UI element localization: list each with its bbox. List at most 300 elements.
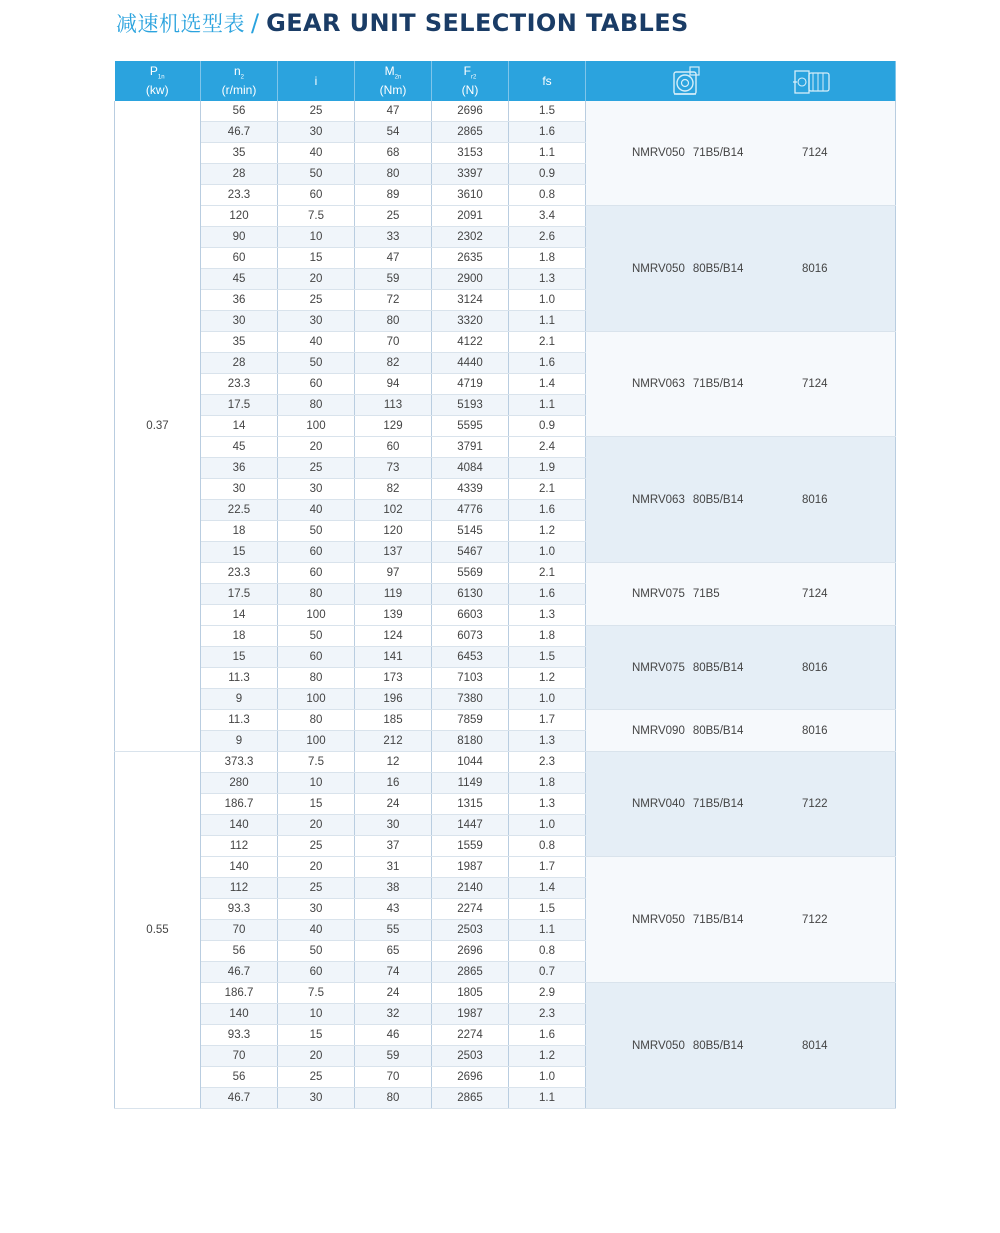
torque-cell: 24 xyxy=(355,794,432,815)
output-speed-cell: 186.7 xyxy=(201,794,278,815)
radial-load-cell: 4122 xyxy=(432,332,509,353)
model-cell xyxy=(586,101,896,206)
model-type: NMRV040 xyxy=(632,798,685,810)
radial-load-cell: 2503 xyxy=(432,1046,509,1067)
ratio-cell: 25 xyxy=(278,290,355,311)
radial-load-cell: 6130 xyxy=(432,584,509,605)
torque-cell: 12 xyxy=(355,752,432,773)
torque-cell: 70 xyxy=(355,332,432,353)
service-factor-cell: 0.8 xyxy=(509,836,586,857)
service-factor-cell: 1.3 xyxy=(509,794,586,815)
output-speed-cell: 93.3 xyxy=(201,1025,278,1046)
radial-load-cell: 1044 xyxy=(432,752,509,773)
output-speed-cell: 45 xyxy=(201,437,278,458)
torque-cell: 97 xyxy=(355,563,432,584)
output-speed-cell: 45 xyxy=(201,269,278,290)
ratio-cell: 60 xyxy=(278,542,355,563)
service-factor-cell: 1.1 xyxy=(509,395,586,416)
service-factor-cell: 2.4 xyxy=(509,437,586,458)
service-factor-cell: 0.9 xyxy=(509,416,586,437)
torque-cell: 124 xyxy=(355,626,432,647)
ratio-cell: 7.5 xyxy=(278,752,355,773)
torque-cell: 47 xyxy=(355,248,432,269)
service-factor-cell: 1.6 xyxy=(509,500,586,521)
service-factor-cell: 1.3 xyxy=(509,731,586,752)
model-type: NMRV050 xyxy=(632,913,685,926)
radial-load-cell: 3791 xyxy=(432,437,509,458)
model-cell xyxy=(586,437,896,563)
output-speed-cell: 17.5 xyxy=(201,395,278,416)
title-separator: / xyxy=(251,9,260,37)
torque-cell: 68 xyxy=(355,143,432,164)
ratio-cell: 100 xyxy=(278,731,355,752)
model-type: NMRV063 xyxy=(632,378,685,390)
model-name xyxy=(632,490,743,510)
service-factor-cell: 3.4 xyxy=(509,206,586,227)
torque-cell: 33 xyxy=(355,227,432,248)
output-speed-cell: 28 xyxy=(201,353,278,374)
radial-load-cell: 4339 xyxy=(432,479,509,500)
model-cell xyxy=(586,857,896,983)
motor-code: 7124 xyxy=(802,588,828,600)
output-speed-cell: 11.3 xyxy=(201,668,278,689)
service-factor-cell: 1.1 xyxy=(509,920,586,941)
service-factor-cell: 1.8 xyxy=(509,626,586,647)
radial-load-cell: 1149 xyxy=(432,773,509,794)
header-power: $P_{1n}$ (kw) xyxy=(115,61,201,101)
torque-cell: 82 xyxy=(355,479,432,500)
ratio-cell: 20 xyxy=(278,269,355,290)
radial-load-cell: 5467 xyxy=(432,542,509,563)
service-factor-cell: 1.0 xyxy=(509,689,586,710)
ratio-cell: 40 xyxy=(278,920,355,941)
output-speed-cell: 46.7 xyxy=(201,122,278,143)
torque-cell: 94 xyxy=(355,374,432,395)
torque-cell: 54 xyxy=(355,122,432,143)
radial-load-cell: 1805 xyxy=(432,983,509,1004)
header-torque: $M_{2n}$ (Nm) xyxy=(355,61,432,101)
service-factor-cell: 2.3 xyxy=(509,752,586,773)
model-cell xyxy=(586,332,896,437)
motor-code: 8016 xyxy=(802,262,828,275)
ratio-cell: 50 xyxy=(278,626,355,647)
service-factor-cell: 0.7 xyxy=(509,962,586,983)
radial-load-cell: 4084 xyxy=(432,458,509,479)
ratio-cell: 40 xyxy=(278,500,355,521)
radial-load-cell: 5595 xyxy=(432,416,509,437)
service-factor-cell: 2.6 xyxy=(509,227,586,248)
motor-code: 8014 xyxy=(802,1039,828,1052)
torque-cell: 24 xyxy=(355,983,432,1004)
radial-load-cell: 2865 xyxy=(432,962,509,983)
service-factor-cell: 1.0 xyxy=(509,542,586,563)
service-factor-cell: 0.9 xyxy=(509,164,586,185)
table-row xyxy=(115,563,896,584)
motor-code: 7124 xyxy=(802,378,828,390)
header-service-factor: fs xyxy=(509,61,586,101)
radial-load-cell: 2274 xyxy=(432,899,509,920)
ratio-cell: 25 xyxy=(278,1067,355,1088)
torque-cell: 119 xyxy=(355,584,432,605)
torque-cell: 129 xyxy=(355,416,432,437)
model-name xyxy=(632,721,743,741)
output-speed-cell: 56 xyxy=(201,101,278,122)
ratio-cell: 80 xyxy=(278,395,355,416)
ratio-cell: 60 xyxy=(278,563,355,584)
radial-load-cell: 2635 xyxy=(432,248,509,269)
output-speed-cell: 112 xyxy=(201,878,278,899)
ratio-cell: 20 xyxy=(278,437,355,458)
model-flange: 71B5/B14 xyxy=(692,378,744,390)
torque-cell: 59 xyxy=(355,269,432,290)
service-factor-cell: 1.5 xyxy=(509,647,586,668)
torque-cell: 113 xyxy=(355,395,432,416)
service-factor-cell: 1.2 xyxy=(509,521,586,542)
motor-gearbox-icon xyxy=(793,67,833,100)
ratio-cell: 50 xyxy=(278,353,355,374)
service-factor-cell: 1.6 xyxy=(509,1025,586,1046)
service-factor-cell: 1.1 xyxy=(509,1088,586,1109)
output-speed-cell: 373.3 xyxy=(201,752,278,773)
torque-cell: 80 xyxy=(355,164,432,185)
torque-cell: 80 xyxy=(355,311,432,332)
service-factor-cell: 1.0 xyxy=(509,1067,586,1088)
radial-load-cell: 8180 xyxy=(432,731,509,752)
service-factor-cell: 1.2 xyxy=(509,668,586,689)
service-factor-cell: 2.9 xyxy=(509,983,586,1004)
torque-cell: 30 xyxy=(355,815,432,836)
ratio-cell: 50 xyxy=(278,164,355,185)
radial-load-cell: 2091 xyxy=(432,206,509,227)
ratio-cell: 40 xyxy=(278,143,355,164)
table-row xyxy=(115,206,896,227)
model-name xyxy=(632,910,743,930)
table-row xyxy=(115,752,896,773)
radial-load-cell: 7103 xyxy=(432,668,509,689)
ratio-cell: 30 xyxy=(278,1088,355,1109)
model-cell xyxy=(586,983,896,1109)
radial-load-cell: 1447 xyxy=(432,815,509,836)
torque-cell: 72 xyxy=(355,290,432,311)
radial-load-cell: 6453 xyxy=(432,647,509,668)
output-speed-cell: 30 xyxy=(201,311,278,332)
torque-cell: 32 xyxy=(355,1004,432,1025)
model-name xyxy=(632,374,743,394)
service-factor-cell: 0.8 xyxy=(509,941,586,962)
radial-load-cell: 4440 xyxy=(432,353,509,374)
output-speed-cell: 280 xyxy=(201,773,278,794)
model-type: NMRV050 xyxy=(632,1039,685,1052)
model-cell xyxy=(586,563,896,626)
torque-cell: 37 xyxy=(355,836,432,857)
service-factor-cell: 1.7 xyxy=(509,857,586,878)
torque-cell: 59 xyxy=(355,1046,432,1067)
service-factor-cell: 1.3 xyxy=(509,605,586,626)
ratio-cell: 50 xyxy=(278,521,355,542)
output-speed-cell: 46.7 xyxy=(201,962,278,983)
service-factor-cell: 1.2 xyxy=(509,1046,586,1067)
model-name xyxy=(632,658,743,678)
service-factor-cell: 1.7 xyxy=(509,710,586,731)
torque-cell: 139 xyxy=(355,605,432,626)
radial-load-cell: 2696 xyxy=(432,941,509,962)
radial-load-cell: 5145 xyxy=(432,521,509,542)
radial-load-cell: 2696 xyxy=(432,1067,509,1088)
ratio-cell: 25 xyxy=(278,101,355,122)
table-row xyxy=(115,857,896,878)
service-factor-cell: 1.8 xyxy=(509,773,586,794)
header-ratio: i xyxy=(278,61,355,101)
output-speed-cell: 35 xyxy=(201,332,278,353)
radial-load-cell: 4776 xyxy=(432,500,509,521)
output-speed-cell: 14 xyxy=(201,605,278,626)
output-speed-cell: 93.3 xyxy=(201,899,278,920)
service-factor-cell: 1.6 xyxy=(509,122,586,143)
torque-cell: 82 xyxy=(355,353,432,374)
ratio-cell: 60 xyxy=(278,185,355,206)
radial-load-cell: 2865 xyxy=(432,122,509,143)
motor-code: 7122 xyxy=(802,913,828,926)
torque-cell: 25 xyxy=(355,206,432,227)
torque-cell: 212 xyxy=(355,731,432,752)
ratio-cell: 80 xyxy=(278,668,355,689)
model-cell xyxy=(586,626,896,710)
output-speed-cell: 23.3 xyxy=(201,374,278,395)
ratio-cell: 7.5 xyxy=(278,206,355,227)
power-cell: 0.55 xyxy=(115,752,201,1109)
torque-cell: 196 xyxy=(355,689,432,710)
ratio-cell: 20 xyxy=(278,1046,355,1067)
model-flange: 71B5/B14 xyxy=(692,798,744,810)
ratio-cell: 80 xyxy=(278,584,355,605)
table-row xyxy=(115,710,896,731)
torque-cell: 102 xyxy=(355,500,432,521)
model-flange: 80B5/B14 xyxy=(692,1039,744,1052)
ratio-cell: 30 xyxy=(278,899,355,920)
output-speed-cell: 9 xyxy=(201,689,278,710)
output-speed-cell: 140 xyxy=(201,815,278,836)
radial-load-cell: 1987 xyxy=(432,1004,509,1025)
table-body xyxy=(115,101,896,1109)
service-factor-cell: 1.0 xyxy=(509,815,586,836)
model-flange: 80B5/B14 xyxy=(692,262,744,275)
ratio-cell: 25 xyxy=(278,836,355,857)
output-speed-cell: 18 xyxy=(201,521,278,542)
output-speed-cell: 60 xyxy=(201,248,278,269)
torque-cell: 173 xyxy=(355,668,432,689)
service-factor-cell: 1.8 xyxy=(509,248,586,269)
radial-load-cell: 3124 xyxy=(432,290,509,311)
output-speed-cell: 15 xyxy=(201,542,278,563)
service-factor-cell: 1.5 xyxy=(509,899,586,920)
output-speed-cell: 112 xyxy=(201,836,278,857)
ratio-cell: 100 xyxy=(278,416,355,437)
table-header-row xyxy=(115,61,896,101)
table-row xyxy=(115,983,896,1004)
ratio-cell: 7.5 xyxy=(278,983,355,1004)
motor-code: 7124 xyxy=(802,147,828,159)
title-english: GEAR UNIT SELECTION TABLES xyxy=(266,9,689,37)
motor-code: 8016 xyxy=(802,724,828,737)
table-row xyxy=(115,626,896,647)
service-factor-cell: 1.3 xyxy=(509,269,586,290)
ratio-cell: 15 xyxy=(278,248,355,269)
ratio-cell: 25 xyxy=(278,458,355,479)
service-factor-cell: 1.9 xyxy=(509,458,586,479)
torque-cell: 141 xyxy=(355,647,432,668)
ratio-cell: 10 xyxy=(278,773,355,794)
radial-load-cell: 5193 xyxy=(432,395,509,416)
radial-load-cell: 1315 xyxy=(432,794,509,815)
ratio-cell: 50 xyxy=(278,941,355,962)
header-output-speed: $n_2$ (r/min) xyxy=(201,61,278,101)
ratio-cell: 100 xyxy=(278,605,355,626)
radial-load-cell: 4719 xyxy=(432,374,509,395)
service-factor-cell: 1.6 xyxy=(509,353,586,374)
torque-cell: 89 xyxy=(355,185,432,206)
ratio-cell: 30 xyxy=(278,122,355,143)
radial-load-cell: 1559 xyxy=(432,836,509,857)
output-speed-cell: 30 xyxy=(201,479,278,500)
torque-cell: 38 xyxy=(355,878,432,899)
ratio-cell: 100 xyxy=(278,689,355,710)
output-speed-cell: 70 xyxy=(201,1046,278,1067)
service-factor-cell: 2.3 xyxy=(509,1004,586,1025)
ratio-cell: 30 xyxy=(278,479,355,500)
torque-cell: 185 xyxy=(355,710,432,731)
title-chinese: 减速机选型表 xyxy=(116,12,245,36)
radial-load-cell: 3153 xyxy=(432,143,509,164)
torque-cell: 80 xyxy=(355,1088,432,1109)
motor-code: 8016 xyxy=(802,661,828,674)
output-speed-cell: 23.3 xyxy=(201,185,278,206)
table-row xyxy=(115,332,896,353)
model-flange: 71B5/B14 xyxy=(692,147,744,159)
model-name xyxy=(632,259,743,279)
output-speed-cell: 120 xyxy=(201,206,278,227)
service-factor-cell: 1.0 xyxy=(509,290,586,311)
ratio-cell: 80 xyxy=(278,710,355,731)
model-cell xyxy=(586,710,896,752)
radial-load-cell: 5569 xyxy=(432,563,509,584)
torque-cell: 73 xyxy=(355,458,432,479)
output-speed-cell: 35 xyxy=(201,143,278,164)
torque-cell: 16 xyxy=(355,773,432,794)
service-factor-cell: 1.1 xyxy=(509,143,586,164)
output-speed-cell: 17.5 xyxy=(201,584,278,605)
service-factor-cell: 1.5 xyxy=(509,101,586,122)
service-factor-cell: 1.6 xyxy=(509,584,586,605)
worm-gearbox-icon xyxy=(672,66,702,101)
radial-load-cell: 2865 xyxy=(432,1088,509,1109)
motor-code: 8016 xyxy=(802,493,828,506)
torque-cell: 46 xyxy=(355,1025,432,1046)
model-cell xyxy=(586,752,896,857)
torque-cell: 55 xyxy=(355,920,432,941)
output-speed-cell: 22.5 xyxy=(201,500,278,521)
service-factor-cell: 2.1 xyxy=(509,563,586,584)
model-flange: 80B5/B14 xyxy=(692,661,744,674)
output-speed-cell: 56 xyxy=(201,1067,278,1088)
torque-cell: 60 xyxy=(355,437,432,458)
model-flange: 80B5/B14 xyxy=(692,493,744,506)
output-speed-cell: 36 xyxy=(201,458,278,479)
output-speed-cell: 90 xyxy=(201,227,278,248)
motor-code: 7122 xyxy=(802,798,828,810)
output-speed-cell: 28 xyxy=(201,164,278,185)
service-factor-cell: 1.1 xyxy=(509,311,586,332)
header-icons xyxy=(586,61,896,101)
ratio-cell: 10 xyxy=(278,1004,355,1025)
model-name xyxy=(632,584,720,604)
model-type: NMRV090 xyxy=(632,724,685,737)
torque-cell: 31 xyxy=(355,857,432,878)
model-type: NMRV050 xyxy=(632,262,685,275)
service-factor-cell: 0.8 xyxy=(509,185,586,206)
model-name xyxy=(632,143,743,163)
model-type: NMRV075 xyxy=(632,661,685,674)
torque-cell: 120 xyxy=(355,521,432,542)
model-type: NMRV075 xyxy=(632,588,685,600)
output-speed-cell: 18 xyxy=(201,626,278,647)
ratio-cell: 30 xyxy=(278,311,355,332)
radial-load-cell: 7380 xyxy=(432,689,509,710)
ratio-cell: 15 xyxy=(278,1025,355,1046)
radial-load-cell: 2302 xyxy=(432,227,509,248)
service-factor-cell: 1.4 xyxy=(509,878,586,899)
ratio-cell: 15 xyxy=(278,794,355,815)
output-speed-cell: 46.7 xyxy=(201,1088,278,1109)
output-speed-cell: 140 xyxy=(201,1004,278,1025)
radial-load-cell: 6603 xyxy=(432,605,509,626)
radial-load-cell: 1987 xyxy=(432,857,509,878)
output-speed-cell: 14 xyxy=(201,416,278,437)
output-speed-cell: 186.7 xyxy=(201,983,278,1004)
torque-cell: 47 xyxy=(355,101,432,122)
output-speed-cell: 9 xyxy=(201,731,278,752)
output-speed-cell: 140 xyxy=(201,857,278,878)
output-speed-cell: 70 xyxy=(201,920,278,941)
service-factor-cell: 2.1 xyxy=(509,332,586,353)
model-cell xyxy=(586,206,896,332)
model-type: NMRV063 xyxy=(632,493,685,506)
output-speed-cell: 56 xyxy=(201,941,278,962)
ratio-cell: 10 xyxy=(278,227,355,248)
output-speed-cell: 15 xyxy=(201,647,278,668)
radial-load-cell: 2274 xyxy=(432,1025,509,1046)
model-flange: 71B5 xyxy=(692,588,720,600)
model-type: NMRV050 xyxy=(632,147,685,159)
header-radial-load: $F_{r2}$ (N) xyxy=(432,61,509,101)
ratio-cell: 25 xyxy=(278,878,355,899)
torque-cell: 74 xyxy=(355,962,432,983)
radial-load-cell: 7859 xyxy=(432,710,509,731)
torque-cell: 43 xyxy=(355,899,432,920)
torque-cell: 65 xyxy=(355,941,432,962)
table-row xyxy=(115,101,896,122)
output-speed-cell: 36 xyxy=(201,290,278,311)
model-name xyxy=(632,1036,743,1056)
radial-load-cell: 2696 xyxy=(432,101,509,122)
ratio-cell: 60 xyxy=(278,647,355,668)
model-flange: 80B5/B14 xyxy=(692,724,744,737)
service-factor-cell: 2.1 xyxy=(509,479,586,500)
table-row xyxy=(115,437,896,458)
radial-load-cell: 3320 xyxy=(432,311,509,332)
ratio-cell: 20 xyxy=(278,815,355,836)
radial-load-cell: 3610 xyxy=(432,185,509,206)
radial-load-cell: 2900 xyxy=(432,269,509,290)
